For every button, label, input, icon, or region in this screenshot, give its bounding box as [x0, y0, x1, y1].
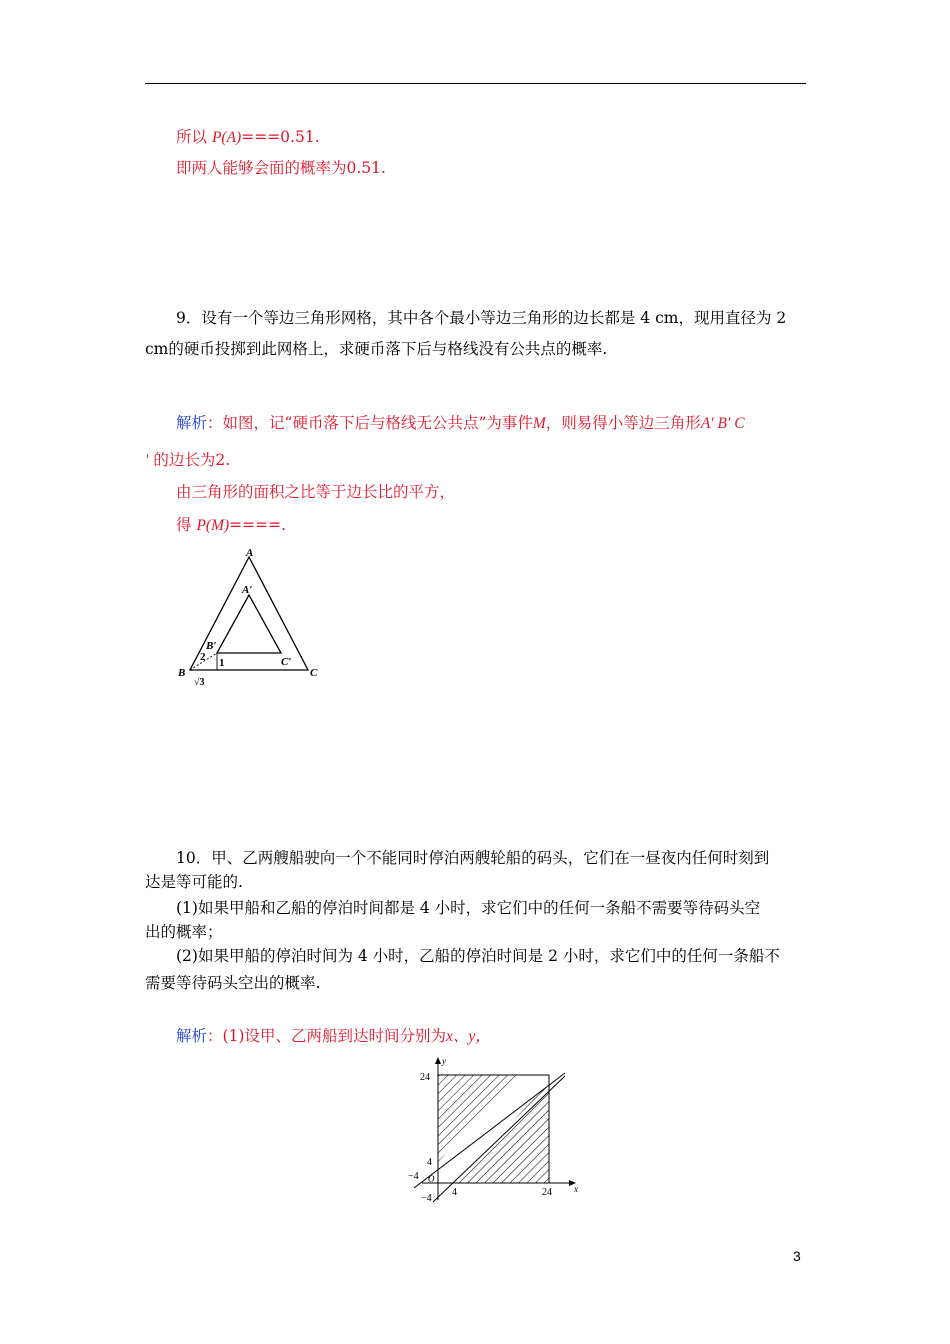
solution9-line-3: 由三角形的面积之比等于边长比的平方， — [176, 483, 456, 501]
label-B: B — [178, 667, 186, 679]
label-2: 2 — [200, 651, 206, 663]
solution9-line-4 — [176, 515, 286, 536]
prev-solution-line-2: 即两人能够会面的概率为0.51. — [176, 159, 386, 177]
label-B-prime: B′ — [206, 640, 217, 652]
solution9-line-1 — [176, 413, 745, 434]
text: ：(1)设甲、乙两船到达时间分别为 — [207, 1027, 446, 1045]
x-tick-4: 4 — [452, 1187, 457, 1198]
solution-label: 解析 — [176, 1027, 208, 1045]
x-tick-minus4: −4 — [408, 1171, 419, 1182]
y-axis-arrow — [435, 1057, 441, 1064]
coordinate-graph — [400, 1055, 595, 1205]
triangle-figure — [170, 543, 330, 688]
label-C: C — [310, 667, 318, 679]
x-axis-label: x — [574, 1184, 578, 1194]
solution10-line-1 — [176, 1026, 491, 1047]
problem10-line-3: (1)如果甲船和乙船的停泊时间都是 4 小时，求它们中的任何一条船不需要等待码头空 — [176, 899, 761, 917]
origin-label: O — [428, 1174, 435, 1184]
triangle-name: A′ B′ C — [700, 415, 745, 432]
problem10-line-1: 10．甲、乙两艘船驶向一个不能同时停泊两艘轮船的码头，它们在一昼夜内任何时刻到 — [176, 849, 770, 867]
header-rule — [145, 83, 806, 84]
y-tick-minus4: −4 — [421, 1193, 432, 1204]
text: ====. — [229, 516, 287, 534]
y-axis-label: y — [442, 1056, 446, 1066]
variable: M — [532, 415, 546, 432]
y-tick-4: 4 — [427, 1157, 432, 1168]
problem10-line-4: 出的概率； — [145, 923, 223, 941]
problem10-line-2: 达是等可能的. — [145, 873, 243, 891]
text: 得 — [176, 516, 192, 534]
page-number: 3 — [793, 1248, 801, 1264]
solution-label: 解析 — [176, 414, 208, 432]
problem9-line-2: cm的硬币投掷到此网格上，求硬币落下后与格线没有公共点的概率. — [145, 340, 608, 358]
text: ，则易得小等边三角形 — [545, 414, 701, 432]
label-1: 1 — [219, 657, 225, 669]
problem9-line-1: 9．设有一个等边三角形网格，其中各个最小等边三角形的边长都是 4 cm，现用直径为 2 — [176, 309, 787, 327]
text: 所以 — [176, 128, 208, 146]
formula: P(M) — [196, 517, 230, 534]
x-tick-24: 24 — [542, 1187, 552, 1198]
label-A: A — [246, 547, 254, 559]
problem10-line-5: (2)如果甲船的停泊时间为 4 小时，乙船的停泊时间是 2 小时，求它们中的任何一条船不 — [176, 947, 780, 965]
label-A-prime: A′ — [242, 584, 253, 596]
prime-mark: ′ — [145, 452, 149, 469]
solution9-line-2 — [145, 450, 230, 471]
text: ：如图，记“硬币落下后与格线无公共点”为事件 — [207, 414, 533, 432]
text: 的边长为2. — [153, 451, 231, 469]
variables: x、y， — [445, 1028, 491, 1045]
inner-triangle — [217, 595, 281, 653]
problem10-line-6: 需要等待码头空出的概率. — [145, 974, 321, 992]
y-tick-24: 24 — [420, 1072, 430, 1083]
prev-solution-line-1 — [176, 127, 320, 148]
label-C-prime: C′ — [281, 656, 292, 668]
label-sqrt3: √3 — [194, 677, 205, 688]
formula: P(A) — [211, 129, 242, 146]
text: ===0.51. — [241, 128, 320, 146]
